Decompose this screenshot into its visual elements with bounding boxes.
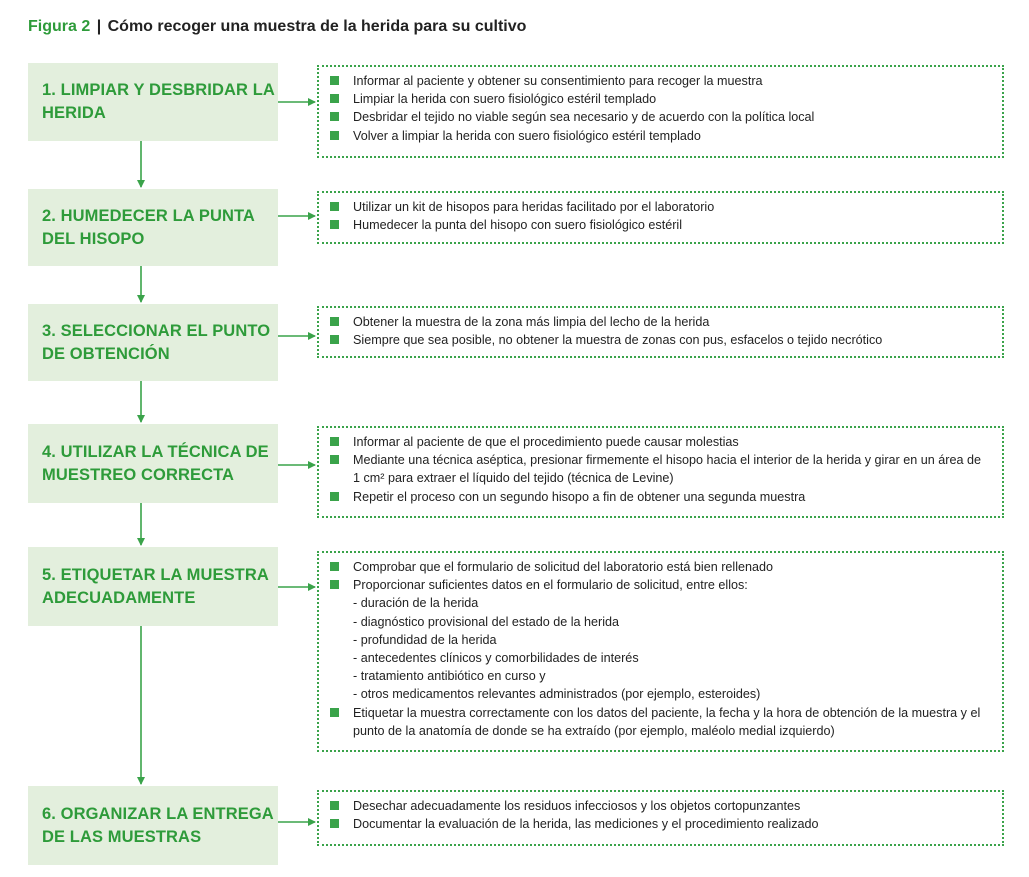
figure-title-text: Cómo recoger una muestra de la herida para su cultivo [107,18,527,35]
bullet-square-icon [330,562,339,571]
sub-list-item: - otros medicamentos relevantes administrados (por ejemplo, esteroides) [353,687,761,702]
bullet-square-icon [330,202,339,211]
list-item: Repetir el proceso con un segundo hisopo a fin de obtener una segunda muestra [329,488,990,506]
sub-list-item: - profundidad de la herida [353,632,497,647]
step-4 [28,424,278,503]
list-item: Obtener la muestra de la zona más limpia del lecho de la herida [329,313,990,331]
step-4-label: 4. UTILIZAR LA TÉCNICA DE MUESTREO CORRECTA [42,442,269,484]
step-5-label: 5. ETIQUETAR LA MUESTRA ADECUADAMENTE [42,565,269,607]
bullet-square-icon [330,94,339,103]
step-6 [28,786,278,865]
bullet-square-icon [330,437,339,446]
bullet-square-icon [330,220,339,229]
step-2-details [317,191,1004,244]
bullet-square-icon [330,708,339,717]
step-6-details [317,790,1004,846]
list-item: Desbridar el tejido no viable según sea necesario y de acuerdo con la política local [329,108,990,126]
list-item: Proporcionar suficientes datos en el formulario de solicitud, entre ellos: [329,576,990,594]
step-2-label: 2. HUMEDECER LA PUNTA DEL HISOPO [42,206,255,248]
list-item: Limpiar la herida con suero fisiológico estéril templado [329,90,990,108]
list-item: Etiquetar la muestra correctamente con los datos del paciente, la fecha y la hora de obtención de la muestra y el punto de la anatomía de donde se ha extraído (por ejemplo, maléolo medial izquierdo) [329,704,990,740]
bullet-square-icon [330,112,339,121]
list-item: Siempre que sea posible, no obtener la muestra de zonas con pus, esfacelos o tejido necrótico [329,331,990,349]
list-item: Volver a limpiar la herida con suero fisiológico estéril templado [329,127,990,145]
sub-list-item: - antecedentes clínicos y comorbilidades de interés [353,651,639,666]
list-item: Desechar adecuadamente los residuos infecciosos y los objetos cortopunzantes [329,797,990,815]
bullet-square-icon [330,801,339,810]
step-3-details [317,306,1004,358]
step-1-label: 1. LIMPIAR Y DESBRIDAR LA HERIDA [42,81,275,122]
step-4-details [317,426,1004,518]
step-3 [28,304,278,381]
list-item: Utilizar un kit de hisopos para heridas facilitado por el laboratorio [329,198,990,216]
sub-list-item: - diagnóstico provisional del estado de la herida [353,614,620,629]
step-1 [28,63,278,141]
bullet-square-icon [330,317,339,326]
bullet-square-icon [330,76,339,85]
step-5 [28,547,278,626]
list-item: Documentar la evaluación de la herida, las mediciones y el procedimiento realizado [329,815,990,833]
figure-label: Figura 2 [28,18,91,35]
list-item: Comprobar que el formulario de solicitud del laboratorio está bien rellenado [329,558,990,576]
sub-list-item: - tratamiento antibiótico en curso y [353,669,546,684]
bullet-square-icon [330,131,339,140]
step-2 [28,189,278,266]
list-item: Humedecer la punta del hisopo con suero fisiológico estéril [329,216,990,234]
bullet-square-icon [330,580,339,589]
title-separator: | [96,18,102,35]
bullet-square-icon [330,819,339,828]
list-item: Informar al paciente de que el procedimiento puede causar molestias [329,433,990,451]
step-5-details [317,551,1004,752]
sub-list-item: - duración de la herida [353,596,479,611]
bullet-square-icon [330,492,339,501]
bullet-square-icon [330,335,339,344]
list-item: Mediante una técnica aséptica, presionar firmemente el hisopo hacia el interior de la herida y girar en un área de 1 cm² para extraer el líquido del tejido (técnica de Levine) [329,451,990,487]
step-1-details [317,65,1004,158]
step-6-label: 6. ORGANIZAR LA ENTREGA DE LAS MUESTRAS [42,804,274,846]
step-3-label: 3. SELECCIONAR EL PUNTO DE OBTENCIÓN [42,321,271,363]
bullet-square-icon [330,455,339,464]
list-item: Informar al paciente y obtener su consentimiento para recoger la muestra [329,72,990,90]
